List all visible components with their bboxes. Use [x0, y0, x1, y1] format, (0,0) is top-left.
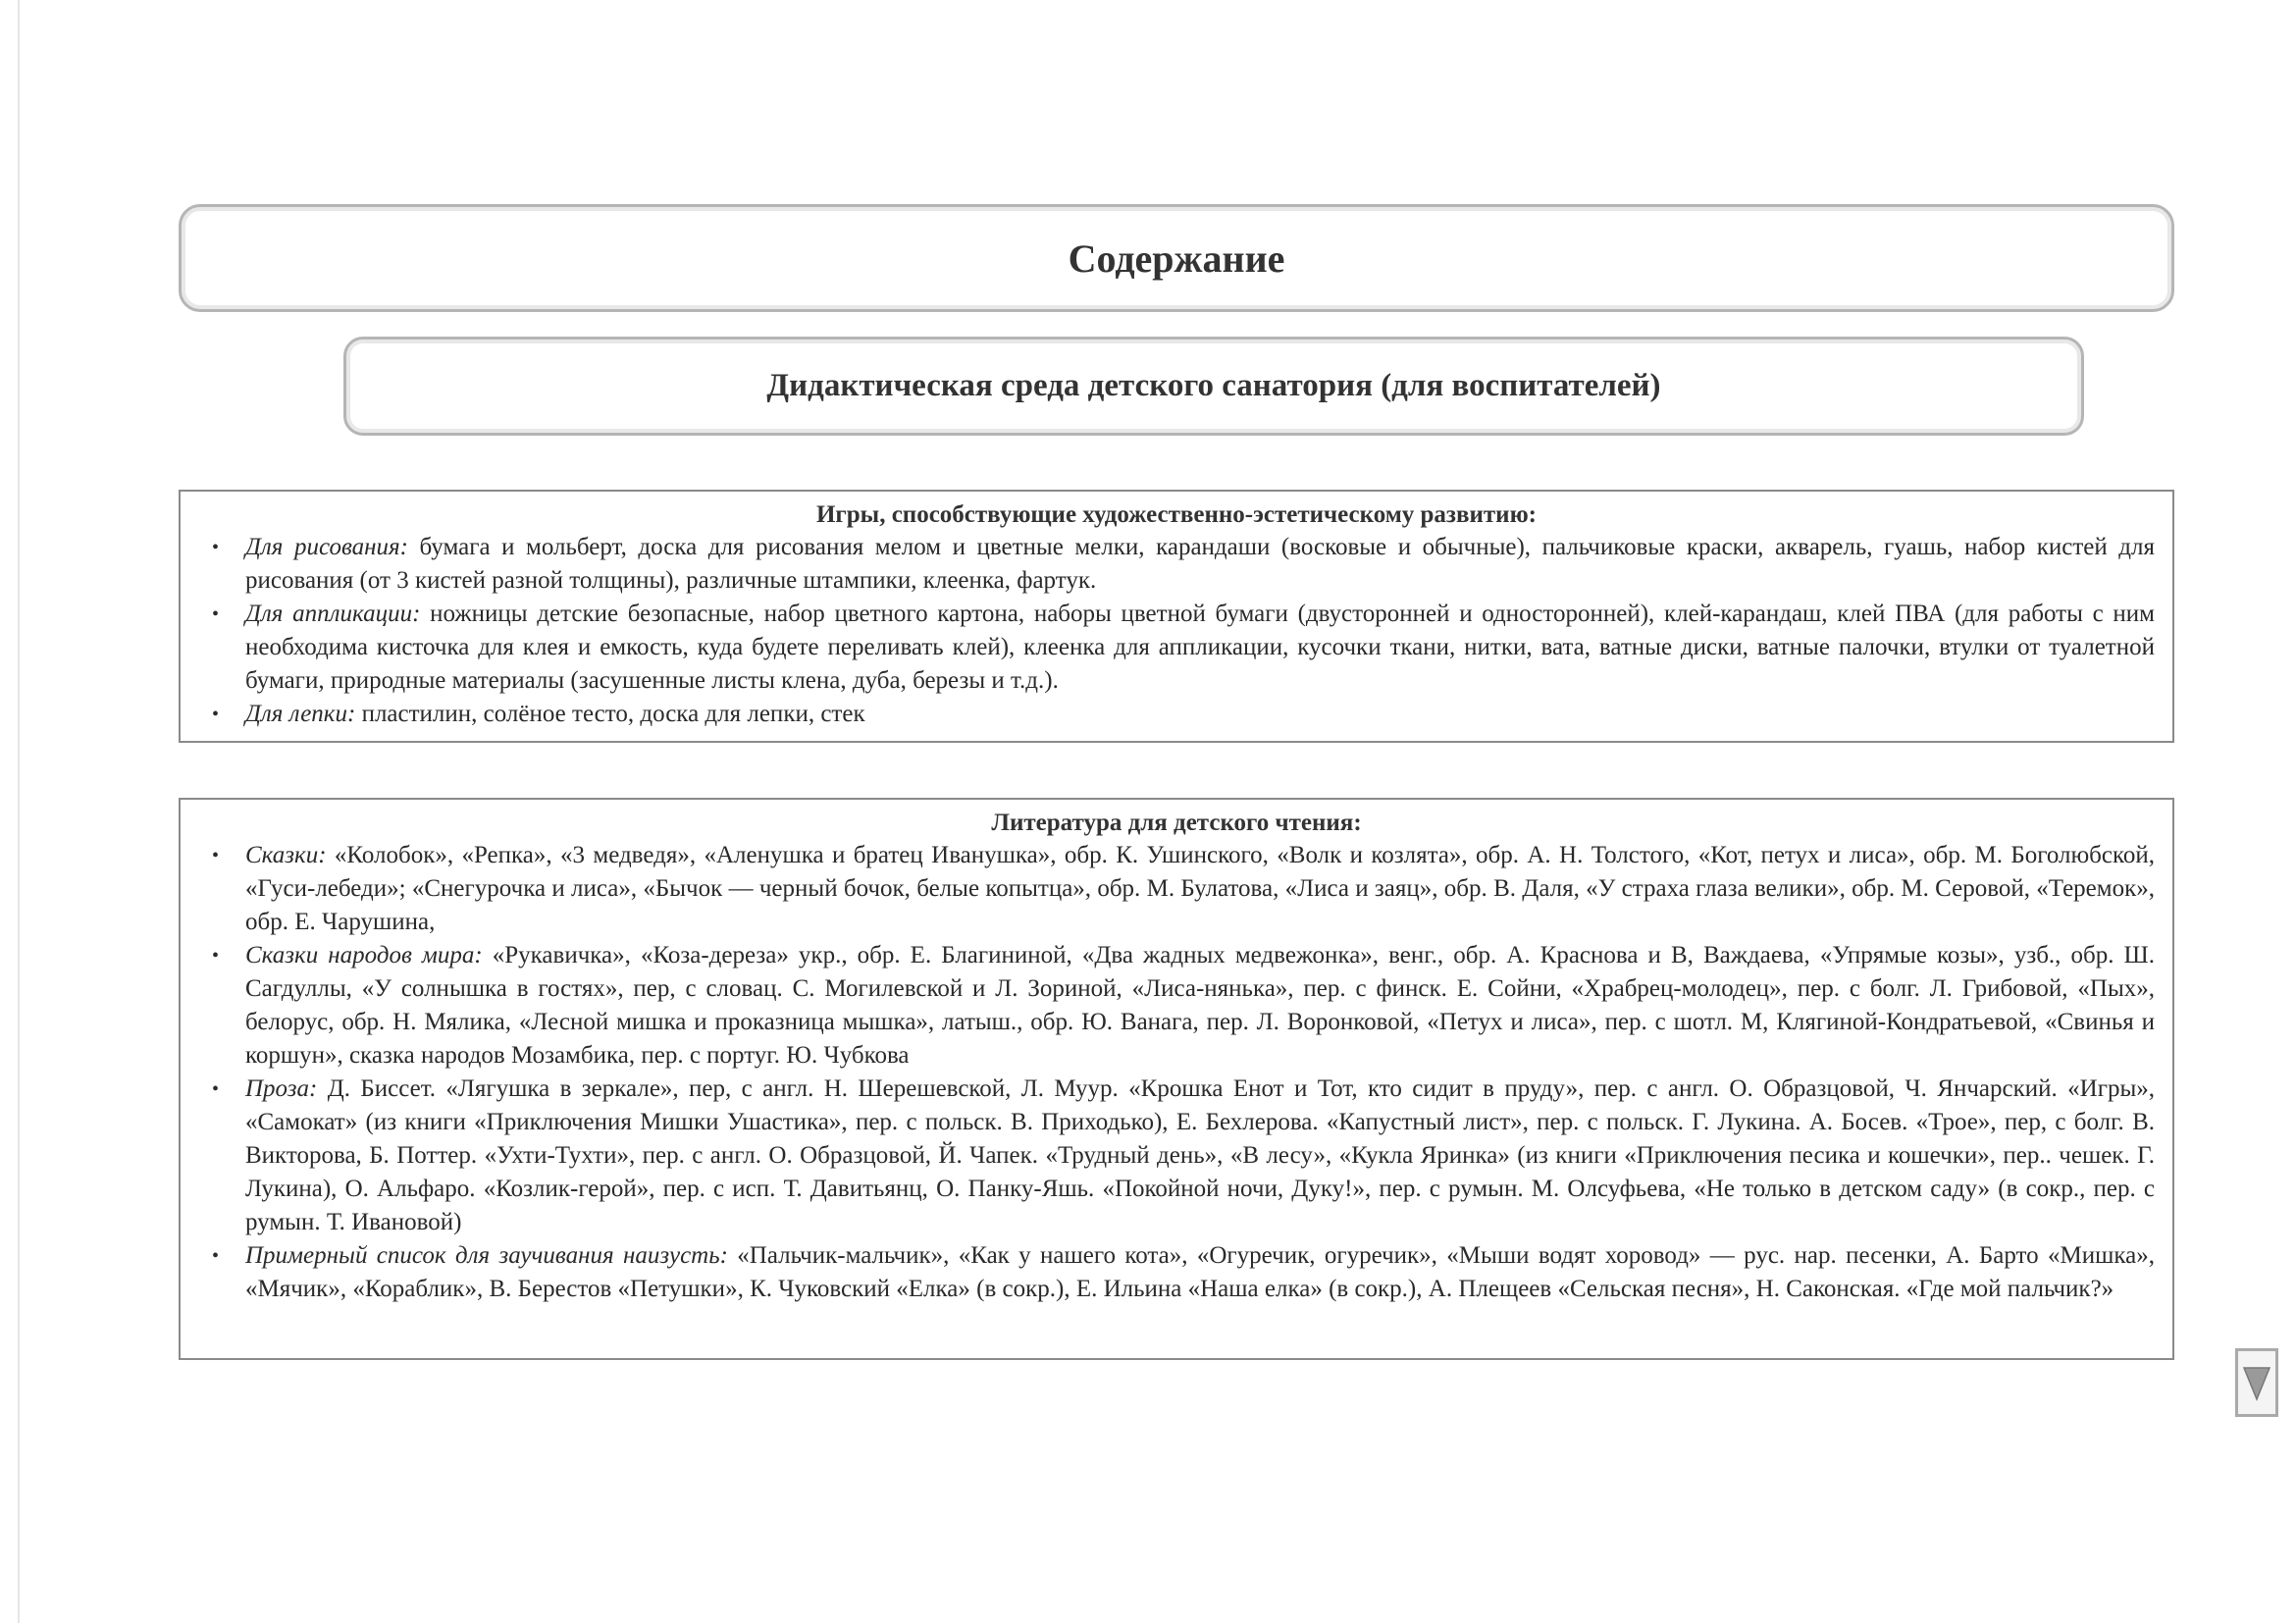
- item-text: бумага и мольберт, доска для рисования мелом и цветные мелки, карандаши (восковые и обычные), пальчиковые краски, акварель, гуашь, набор кистей для рисования (от 3 кистей разной толщины), различные штампики, клеенка, фартук.: [245, 534, 2156, 594]
- item-text: Д. Биссет. «Лягушка в зеркале», пер, с англ. Н. Шерешевской, Л. Муур. «Крошка Енот и Тот, кто сидит в пруду», пер. с англ. О. Образцовой, Ч. Янчарский. «Игры», «Самокат» (из книги «Приключения Мишки Ушастика», пер. с польск. В. Приходько), Е. Бехлерова. «Капустный лист», пер. с польск. Г. Лукина. А. Босев. «Трое», пер, с болг. В. Викторова, Б. Поттер. «Ухти-Тухти», пер. с англ. О. Образцовой, Й. Чапек. «Трудный день», «В лесу», «Кукла Яринка» (из книги «Приключения песика и кошечки», пер.. чешек. Г. Лукина), О. Альфаро. «Козлик-герой», пер. с исп. Т. Давитьянц, О. Панку-Яшь. «Покойной ночи, Дуку!», пер. с румын. М. Олсуфьева, «Не только в детском саду» (в сокр., пер. с румын. Т. Ивановой): [245, 1075, 2155, 1235]
- list-item: [198, 1073, 2155, 1239]
- bullet-icon: •: [212, 945, 220, 967]
- subtitle-box: [343, 337, 2084, 436]
- item-label: Примерный список для заучивания наизусть:: [245, 1242, 728, 1269]
- item-text: ножницы детские безопасные, набор цветного картона, наборы цветной бумаги (двусторонней и односторонней), клей-карандаш, клей ПВА (для работы с ним необходима кисточка для клея и емкость, куда будете переливать клей), клеенка для аппликации, кусочки ткани, нитки, вата, ватные диски, ватные палочки, втулки от туалетной бумаги, природные материалы (засушенные листы клена, дуба, березы и т.д.).: [245, 601, 2155, 694]
- triangle-down-icon: [2242, 1362, 2271, 1403]
- games-section: [179, 490, 2174, 743]
- literature-list: [198, 839, 2155, 1306]
- bullet-icon: •: [212, 537, 220, 558]
- item-label: Для лепки:: [245, 701, 356, 727]
- games-list: [198, 531, 2155, 731]
- scroll-down-button[interactable]: [2235, 1348, 2278, 1417]
- list-item: [198, 598, 2155, 698]
- bullet-icon: •: [212, 1245, 220, 1267]
- list-item: [198, 531, 2155, 598]
- list-item: [198, 698, 2155, 731]
- list-item: [198, 839, 2155, 939]
- item-label: Для аппликации:: [245, 601, 421, 627]
- bullet-icon: •: [212, 845, 220, 866]
- item-label: Сказки народов мира:: [245, 942, 483, 969]
- page-subtitle: Дидактическая среда детского санатория (для воспитателей): [766, 368, 1661, 403]
- item-text: «Рукавичка», «Коза-дереза» укр., обр. Е. Благининой, «Два жадных медвежонка», венг., обр. А. Краснова и В, Важдаева, «Упрямые козы», узб., обр. Ш. Сагдуллы, «У солнышка в гостях», пер, с словац. С. Могилевской и Л. Зориной, «Лиса-нянька», пер. с финск. Е. Сойни, «Храбрец-молодец», пер. с болг. Л. Грибовой, «Пых», белорус, обр. Н. Мялика, «Лесной мишка и проказница мышка», латыш., обр. Ю. Ванага, пер. Л. Воронковой, «Петух и лиса», пер. с шотл. М, Клягиной-Кондратьевой, «Свинья и коршун», сказка народов Мозамбика, пер. с португ. Ю. Чубкова: [245, 942, 2156, 1069]
- literature-heading: Литература для детского чтения:: [991, 810, 1362, 836]
- page-title: Содержание: [1068, 236, 1285, 281]
- games-heading: Игры, способствующие художественно-эстетическому развитию:: [815, 501, 1537, 528]
- item-label: Для рисования:: [245, 534, 408, 560]
- item-text: «Колобок», «Репка», «3 медведя», «Аленушка и братец Иванушка», обр. К. Ушинского, «Волк и козлята», обр. А. Н. Толстого, «Кот, петух и лиса», обр. М. Боголюбской, «Гуси-лебеди»; «Снегурочка и лиса», «Бычок — черный бочок, белые копытца», обр. М. Булатова, «Лиса и заяц», обр. В. Даля, «У страха глаза велики», обр. М. Серовой, «Теремок», обр. Е. Чарушина,: [245, 842, 2155, 935]
- bullet-icon: •: [212, 603, 220, 625]
- list-item: [198, 1239, 2155, 1306]
- literature-section: [179, 798, 2174, 1360]
- list-item: [198, 939, 2155, 1073]
- item-label: Сказки:: [245, 842, 327, 868]
- item-label: Проза:: [245, 1075, 318, 1102]
- contents-title-box: [179, 204, 2174, 312]
- bullet-icon: •: [212, 1078, 220, 1100]
- item-text: «Пальчик-мальчик», «Как у нашего кота», «Огуречик, огуречик», «Мыши водят хоровод» — рус. нар. песенки, А. Барто «Мишка», «Мячик», «Кораблик», В. Берестов «Петушки», К. Чуковский «Елка» (в сокр.), Е. Ильина «Наша елка» (в сокр.), А. Плещеев «Сельская песня», Н. Саконская. «Где мой пальчик?»: [245, 1242, 2155, 1302]
- bullet-icon: •: [212, 704, 220, 725]
- item-text: пластилин, солёное тесто, доска для лепки, стек: [355, 701, 865, 727]
- page-edge: [18, 0, 20, 1623]
